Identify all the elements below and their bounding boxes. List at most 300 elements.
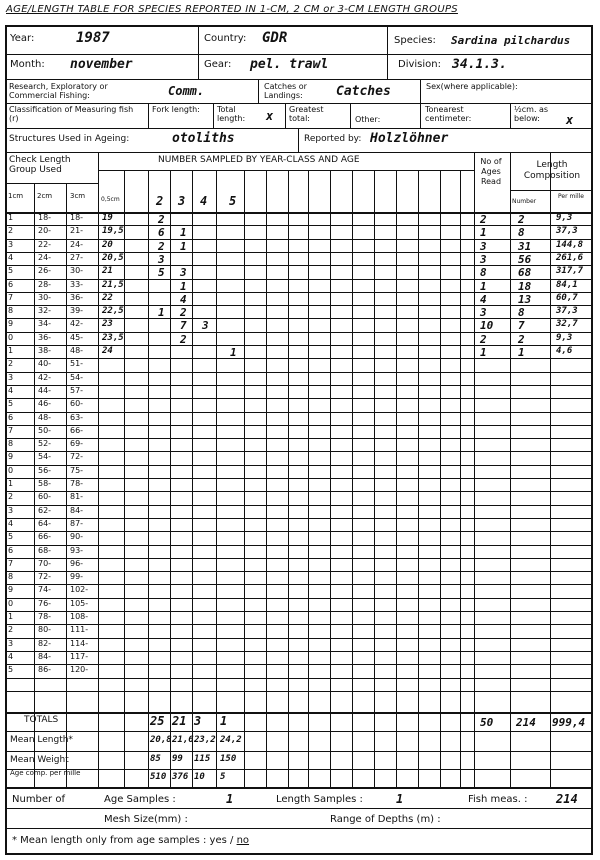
grid-row-line	[5, 292, 593, 293]
table-cell-c2: 42-	[38, 372, 52, 382]
table-cell-a3: 2	[180, 332, 187, 346]
table-cell-a3: 7	[180, 319, 187, 333]
year-value: 1987	[76, 30, 110, 46]
rule	[213, 103, 214, 128]
month-value: november	[70, 57, 133, 72]
table-cell-c3: 108-	[70, 612, 89, 621]
table-cell-c3: 36-	[70, 292, 84, 302]
grid-row-line	[510, 190, 593, 191]
species-label: Species:	[394, 35, 436, 46]
grid-row-line	[5, 624, 593, 625]
grid-row-line	[5, 252, 593, 253]
table-cell-c1: 6	[8, 545, 14, 555]
table-cell-c3: 21-	[70, 226, 84, 236]
table-cell-c2: 72-	[38, 572, 52, 582]
table-cell-l: 23	[102, 319, 113, 330]
footer-totals-value: 21	[172, 714, 187, 728]
age-head-4: 4	[200, 194, 208, 208]
catches-label: Catches or Landings:	[264, 82, 307, 100]
footer-totals-num: 214	[516, 716, 536, 729]
table-cell-c3: 42-	[70, 319, 84, 329]
fishing-value: Comm.	[168, 84, 205, 98]
table-cell-c3: 72-	[70, 452, 84, 462]
footer-mean-weight-value: 150	[220, 754, 237, 764]
table-cell-c3: 66-	[70, 425, 84, 435]
table-cell-l: 21,5	[102, 279, 124, 290]
table-cell-c2: 58-	[38, 479, 52, 488]
year-label: Year:	[10, 33, 35, 44]
table-cell-pm: 37,3	[556, 306, 578, 317]
table-cell-c1: 1	[8, 213, 14, 222]
table-cell-c2: 22-	[38, 239, 52, 249]
grid-row-line	[5, 712, 593, 714]
table-cell-num: 31	[518, 239, 532, 253]
table-cell-c2: 66-	[38, 532, 52, 542]
table-cell-read: 1	[480, 279, 487, 293]
table-cell-c2: 32-	[38, 306, 52, 316]
table-cell-c1: 5	[8, 665, 14, 675]
table-cell-num: 13	[518, 292, 532, 306]
grid-row-line	[5, 571, 593, 572]
table-cell-a2: 6	[158, 226, 165, 240]
table-cell-c3: 30-	[70, 266, 84, 276]
table-cell-a2: 5	[158, 266, 165, 280]
grid-row-line	[5, 678, 593, 679]
table-cell-pm: 9,3	[556, 213, 573, 223]
grid-row-line	[5, 638, 593, 639]
table-cell-num: 8	[518, 226, 525, 240]
table-cell-c3: 54-	[70, 372, 84, 382]
table-cell-c3: 51-	[70, 359, 84, 369]
table-cell-c2: 26-	[38, 266, 52, 276]
grid-row-line	[5, 183, 98, 184]
col-head-2cm: 2cm	[37, 192, 53, 200]
table-cell-c2: 60-	[38, 492, 52, 502]
mean-length-label: Mean Length*	[10, 735, 73, 745]
grid-row-line	[5, 505, 593, 506]
rule	[148, 103, 149, 128]
grid-row-line	[5, 545, 593, 546]
table-cell-c3: 75-	[70, 465, 84, 475]
table-cell-c1: 6	[8, 279, 14, 289]
total-length-mark: x	[266, 109, 274, 123]
grid-row-line	[5, 345, 593, 346]
table-cell-a3: 3	[180, 266, 187, 280]
half-cm-subhead: 0,5cm	[101, 196, 120, 203]
ages-read-header: No of Ages Read	[480, 157, 502, 186]
table-cell-c1: 8	[8, 306, 14, 316]
table-cell-read: 2	[480, 332, 487, 346]
table-cell-c3: 69-	[70, 439, 84, 449]
table-cell-c2: 38-	[38, 346, 52, 355]
table-cell-c2: 34-	[38, 319, 52, 329]
table-cell-c2: 20-	[38, 226, 52, 236]
table-cell-pm: 37,3	[556, 226, 578, 237]
division-label: Division:	[398, 59, 441, 70]
table-cell-c3: 99-	[70, 572, 84, 582]
table-cell-c2: 28-	[38, 279, 52, 289]
rule	[5, 103, 593, 104]
table-cell-c1: 8	[8, 572, 14, 582]
month-label: Month:	[10, 59, 45, 70]
grid-column-line	[66, 183, 67, 787]
table-cell-c2: 48-	[38, 412, 52, 422]
half-cm-mark: x	[566, 113, 574, 127]
footer-mean-length-value: 21,6	[172, 735, 194, 745]
table-cell-pm: 84,1	[556, 279, 578, 290]
table-cell-c2: 86-	[38, 665, 52, 675]
table-cell-l: 19	[102, 213, 113, 223]
division-value: 34.1.3.	[452, 57, 507, 72]
table-cell-a3: 1	[180, 239, 187, 253]
grid-row-line	[5, 611, 593, 612]
table-cell-c1: 2	[8, 625, 14, 635]
table-cell-pm: 9,3	[556, 332, 573, 343]
sex-label: Sex(where applicable):	[426, 82, 518, 91]
mean-weight-label: Mean Weight	[10, 755, 69, 765]
grid-row-line	[5, 451, 593, 452]
country-value: GDR	[262, 30, 288, 46]
table-cell-c2: 56-	[38, 465, 52, 475]
table-cell-c1: 7	[8, 292, 14, 302]
table-cell-c1: 1	[8, 346, 14, 355]
grid-row-line	[5, 318, 593, 319]
table-cell-c3: 114-	[70, 638, 89, 648]
table-cell-a4: 3	[202, 319, 209, 333]
mesh-size-label: Mesh Size(mm) :	[104, 814, 188, 825]
table-cell-num: 18	[518, 279, 532, 293]
table-cell-c1: 5	[8, 532, 14, 542]
table-cell-num: 1	[518, 346, 525, 359]
table-cell-c2: 50-	[38, 425, 52, 435]
table-cell-c2: 46-	[38, 399, 52, 409]
gear-value: pel. trawl	[250, 57, 329, 72]
structures-label: Structures Used in Ageing:	[9, 134, 130, 144]
table-cell-c3: 87-	[70, 518, 84, 528]
grid-row-line	[5, 438, 593, 439]
table-cell-num: 68	[518, 266, 532, 280]
table-cell-c1: 7	[8, 558, 14, 568]
footer-totals-read: 50	[480, 716, 494, 729]
half-cm-label: ½cm. as below:	[514, 105, 549, 123]
table-cell-a3: 4	[180, 292, 187, 306]
table-cell-c2: 52-	[38, 439, 52, 449]
table-cell-l: 20,5	[102, 252, 124, 263]
table-cell-c3: 93-	[70, 545, 84, 555]
table-cell-c3: 84-	[70, 505, 84, 515]
table-cell-c2: 44-	[38, 385, 52, 395]
footer-age-comp-value: 376	[172, 772, 189, 782]
table-cell-c1: 4	[8, 651, 14, 661]
grid-row-line	[5, 305, 593, 306]
table-cell-c3: 102-	[70, 585, 89, 595]
table-cell-c3: 45-	[70, 332, 84, 342]
totals-label: TOTALS	[24, 715, 59, 725]
footnote-text: * Mean length only from age samples : yes /	[12, 835, 234, 846]
grid-row-line	[5, 691, 593, 692]
footer-totals-value: 25	[150, 714, 165, 728]
grid-row-line	[5, 425, 593, 426]
table-cell-read: 4	[480, 292, 487, 306]
age-comp-label: Age comp. per mille	[10, 769, 81, 777]
footer-mean-length-value: 20,8	[150, 735, 172, 745]
table-cell-c2: 80-	[38, 625, 52, 635]
table-cell-c3: 39-	[70, 306, 84, 316]
table-cell-l: 23,5	[102, 332, 124, 343]
table-cell-c1: 2	[8, 226, 14, 236]
table-cell-l: 22,5	[102, 306, 124, 317]
table-cell-a3: 1	[180, 279, 187, 293]
table-cell-c3: 33-	[70, 279, 84, 289]
grid-row-line	[5, 279, 593, 280]
rule	[420, 103, 421, 128]
col-head-1cm: 1cm	[8, 192, 24, 200]
table-cell-read: 1	[480, 346, 487, 359]
table-cell-read: 3	[480, 252, 487, 266]
grid-row-line	[5, 478, 593, 479]
grid-row-line	[5, 787, 593, 789]
table-cell-c1: 9	[8, 585, 14, 595]
footer-mean-weight-value: 115	[194, 754, 211, 764]
table-cell-l: 20	[102, 239, 113, 250]
table-cell-c1: 1	[8, 479, 14, 488]
permille-header: Per mille	[557, 193, 584, 200]
table-cell-read: 2	[480, 213, 487, 226]
rule	[387, 25, 388, 79]
table-cell-c2: 30-	[38, 292, 52, 302]
table-cell-c2: 64-	[38, 518, 52, 528]
grid-row-line	[5, 225, 593, 226]
grid-column-line	[34, 183, 35, 787]
fish-meas-value: 214	[556, 792, 578, 806]
table-cell-read: 1	[480, 226, 487, 240]
table-cell-c1: 1	[8, 612, 14, 621]
grid-row-line	[5, 465, 593, 466]
table-cell-c1: 3	[8, 638, 14, 648]
table-cell-pm: 60,7	[556, 292, 578, 303]
catches-value: Catches	[336, 84, 391, 99]
table-cell-c2: 36-	[38, 332, 52, 342]
table-cell-c1: 2	[8, 359, 14, 369]
age-samples-label: Age Samples :	[104, 794, 176, 805]
table-cell-c3: 63-	[70, 412, 84, 422]
footer-mean-length-value: 23,2	[194, 735, 216, 745]
table-cell-c3: 90-	[70, 532, 84, 542]
footer-mean-weight-value: 85	[150, 754, 161, 764]
grid-row-line	[5, 212, 593, 214]
table-cell-l: 21	[102, 266, 113, 277]
grid-row-line	[5, 398, 593, 399]
table-cell-read: 3	[480, 306, 487, 320]
reported-label: Reported by:	[304, 134, 362, 144]
grid-row-line	[5, 531, 593, 532]
rule	[5, 152, 593, 153]
sampled-header: NUMBER SAMPLED BY YEAR-CLASS AND AGE	[158, 155, 360, 165]
rule	[510, 103, 511, 128]
table-cell-c3: 60-	[70, 399, 84, 409]
grid-row-line	[5, 731, 593, 732]
grid-row-line	[5, 412, 593, 413]
grid-row-line	[5, 491, 593, 492]
table-cell-read: 8	[480, 266, 487, 280]
table-cell-c1: 4	[8, 385, 14, 395]
age-head-3: 3	[178, 194, 186, 208]
range-depths-label: Range of Depths (m) :	[330, 814, 441, 825]
table-cell-c2: 18-	[38, 213, 52, 222]
table-cell-pm: 261,6	[556, 252, 584, 263]
grid-row-line	[5, 808, 593, 809]
form-title: AGE/LENGTH TABLE FOR SPECIES REPORTED IN 1-CM, 2 CM or 3-CM LENGTH GROUPS	[6, 4, 458, 15]
grid-row-line	[5, 265, 593, 266]
table-cell-c3: 27-	[70, 252, 84, 262]
fish-meas-label: Fish meas. :	[468, 794, 528, 805]
length-samples-label: Length Samples :	[276, 794, 363, 805]
species-value: Sardina pilchardus	[451, 34, 571, 47]
table-cell-c1: 6	[8, 412, 14, 422]
footer-age-comp-value: 5	[220, 772, 226, 782]
gear-label: Gear:	[204, 59, 232, 70]
number-header: Number	[512, 198, 537, 205]
fishing-label: Research, Exploratory or Commercial Fishing:	[9, 82, 108, 100]
table-cell-c1: 3	[8, 505, 14, 515]
footer-age-comp-value: 510	[150, 772, 167, 782]
grid-row-line	[5, 651, 593, 652]
grid-row-line	[5, 751, 593, 752]
table-cell-num: 8	[518, 306, 525, 320]
footer-mean-weight-value: 99	[172, 754, 183, 764]
rule	[258, 79, 259, 103]
table-cell-c3: 24-	[70, 239, 84, 249]
grid-row-line	[5, 664, 593, 665]
table-cell-c1: 4	[8, 252, 14, 262]
table-cell-c2: 24-	[38, 252, 52, 262]
footer-totals-pm: 999,4	[552, 716, 586, 729]
table-cell-a2: 3	[158, 252, 165, 266]
grid-row-line	[5, 584, 593, 585]
grid-row-line	[5, 385, 593, 386]
table-cell-c1: 7	[8, 425, 14, 435]
table-cell-c1: 5	[8, 399, 14, 409]
table-cell-a3: 2	[180, 306, 187, 320]
table-cell-read: 10	[480, 319, 494, 333]
table-cell-a2: 1	[158, 306, 165, 320]
table-cell-c1: 5	[8, 266, 14, 276]
rule	[298, 128, 299, 152]
footer-mean-length-value: 24,2	[220, 735, 242, 745]
reported-value: Holzlöhner	[370, 131, 449, 146]
table-cell-c3: 18-	[70, 213, 84, 222]
table-cell-c1: 0	[8, 598, 14, 608]
footnote-no: no	[236, 835, 250, 846]
group-header: Check Length Group Used	[9, 155, 71, 175]
number-of-label: Number of	[12, 794, 65, 805]
grid-row-line	[5, 372, 593, 373]
fork-label: Fork length:	[152, 105, 200, 114]
structures-value: otoliths	[172, 131, 235, 146]
age-head-2: 2	[156, 194, 164, 208]
table-cell-l: 19,5	[102, 226, 124, 237]
grid-row-line	[5, 332, 593, 333]
rule	[5, 79, 593, 80]
age-samples-value: 1	[226, 792, 234, 806]
table-cell-c1: 0	[8, 332, 14, 342]
table-cell-l: 22	[102, 292, 113, 303]
rule	[285, 103, 286, 128]
measure-label: Classification of Measuring fish (r)	[9, 105, 134, 123]
table-cell-num: 2	[518, 332, 525, 346]
grid-row-line	[5, 828, 593, 829]
table-cell-c3: 117-	[70, 651, 89, 661]
table-cell-l: 24	[102, 346, 113, 356]
col-head-3cm: 3cm	[70, 192, 86, 200]
footer-age-comp-value: 10	[194, 772, 205, 782]
footnote-mean-length	[12, 836, 249, 846]
rule	[198, 25, 199, 79]
table-cell-c1: 9	[8, 319, 14, 329]
table-cell-c1: 2	[8, 492, 14, 502]
table-cell-c3: 96-	[70, 558, 84, 568]
table-cell-c2: 40-	[38, 359, 52, 369]
table-cell-c1: 3	[8, 372, 14, 382]
table-cell-c1: 0	[8, 465, 14, 475]
grid-row-line	[98, 170, 474, 171]
table-cell-read: 3	[480, 239, 487, 253]
table-cell-c2: 78-	[38, 612, 52, 621]
table-cell-pm: 144,8	[556, 239, 584, 250]
rule	[350, 103, 351, 128]
table-cell-c2: 82-	[38, 638, 52, 648]
table-cell-c3: 105-	[70, 598, 89, 608]
table-cell-c3: 48-	[70, 346, 84, 355]
table-cell-c1: 8	[8, 439, 14, 449]
grid-row-line	[5, 239, 593, 240]
table-cell-num: 2	[518, 213, 525, 226]
table-cell-a2: 2	[158, 239, 165, 253]
rule	[420, 79, 421, 103]
table-cell-pm: 317,7	[556, 266, 584, 277]
rule	[5, 128, 593, 129]
table-cell-c3: 111-	[70, 625, 89, 635]
table-cell-num: 7	[518, 319, 525, 333]
table-cell-c2: 84-	[38, 651, 52, 661]
table-cell-pm: 4,6	[556, 346, 573, 356]
table-cell-c2: 62-	[38, 505, 52, 515]
greatest-label: Greatest total:	[289, 105, 324, 123]
age-head-5: 5	[229, 194, 237, 208]
length-comp-header: Length Composition	[523, 160, 581, 181]
other-label: Other:	[355, 115, 381, 124]
table-cell-c1: 3	[8, 239, 14, 249]
grid-row-line	[5, 518, 593, 519]
table-cell-c2: 68-	[38, 545, 52, 555]
total-length-label: Total length:	[217, 105, 246, 123]
table-cell-c3: 81-	[70, 492, 84, 502]
table-cell-pm: 32,7	[556, 319, 578, 330]
footer-totals-value: 1	[220, 714, 228, 728]
table-cell-c3: 78-	[70, 479, 84, 488]
table-cell-a3: 1	[180, 226, 187, 240]
table-cell-c2: 74-	[38, 585, 52, 595]
grid-row-line	[5, 558, 593, 559]
footer-totals-value: 3	[194, 714, 202, 728]
grid-row-line	[5, 598, 593, 599]
country-label: Country:	[204, 33, 247, 44]
table-cell-c1: 4	[8, 518, 14, 528]
table-cell-c2: 76-	[38, 598, 52, 608]
nearest-label: Tonearest centimeter:	[425, 105, 472, 123]
table-cell-c3: 120-	[70, 665, 89, 675]
grid-row-line	[5, 358, 593, 359]
